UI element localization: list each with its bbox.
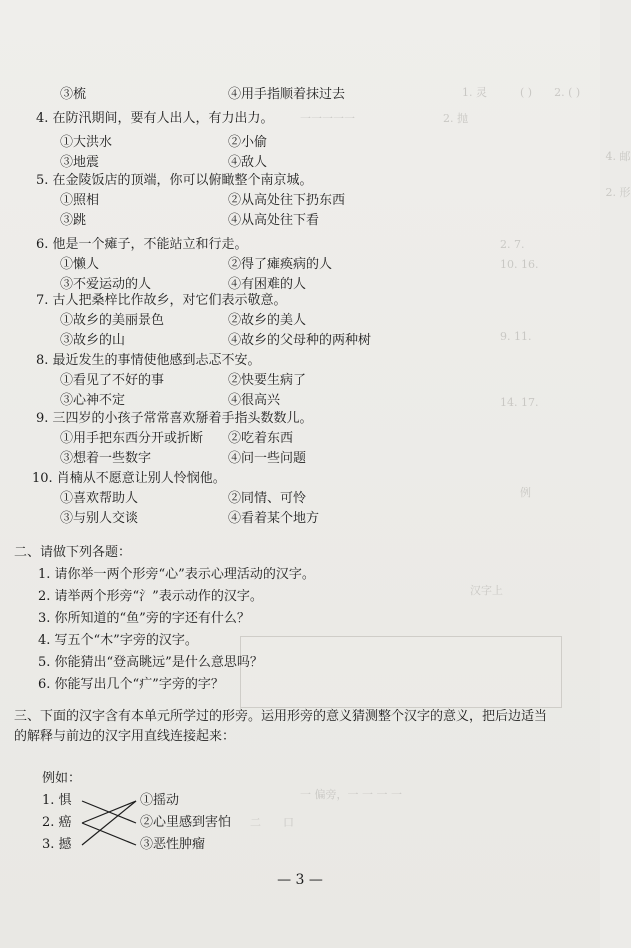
option: ③想着一些数字 [60, 451, 152, 466]
option: ②吃着东西 [228, 431, 294, 446]
question-7: 7. 古人把桑梓比作故乡，对它们表示敬意。 [36, 293, 287, 308]
option: ①用手把东西分开或折断 [60, 431, 204, 446]
page-number: — 3 — [277, 872, 323, 888]
option: ①喜欢帮助人 [60, 491, 139, 506]
match-line [82, 801, 136, 845]
option: ②从高处往下扔东西 [228, 193, 346, 208]
bleed-through: 14. 17. [500, 396, 539, 409]
match-left-item: 3. 撼 [42, 837, 72, 852]
section-2-question: 1. 请你举一两个形旁“心”表示心理活动的汉字。 [38, 567, 315, 582]
bleed-through: 1. 灵 ( ) 2. ( ) [462, 86, 581, 99]
match-right-item: ②心里感到害怕 [140, 815, 232, 830]
question-10: 10. 肖楠从不愿意让别人怜悯他。 [32, 471, 226, 486]
bleed-through: 2. 形 [470, 186, 631, 199]
bleed-through: 二 口 [250, 816, 294, 829]
section-2-question: 2. 请举两个形旁“氵”表示动作的汉字。 [38, 589, 263, 604]
bleed-through: 一 偏旁，一 一 一 一 [300, 788, 402, 801]
match-left-item: 1. 惧 [42, 793, 72, 808]
section-2-question: 6. 你能写出几个“疒”字旁的字？ [38, 677, 224, 692]
option: ①看见了不好的事 [60, 373, 165, 388]
option: ②小偷 [228, 135, 268, 150]
section-3-title-cont: 的解释与前边的汉字用直线连接起来： [14, 729, 236, 744]
option: ③不爱运动的人 [60, 277, 152, 292]
section-2-title: 二、请做下列各题： [14, 545, 132, 560]
question-4: 4. 在防汛期间，要有人出人，有力出力。 [36, 111, 274, 126]
question-5: 5. 在金陵饭店的顶端，你可以俯瞰整个南京城。 [36, 173, 313, 188]
bleed-through: 一一一一一 2. 抛 [300, 112, 468, 125]
question-6: 6. 他是一个瘫子，不能站立和行走。 [36, 237, 248, 252]
example-label: 例如： [42, 771, 82, 786]
bleed-through: 汉字上 [470, 584, 503, 597]
option: ①故乡的美丽景色 [60, 313, 165, 328]
bleed-through: 10. 16. [500, 258, 539, 271]
option: ①照相 [60, 193, 100, 208]
option: ③地震 [60, 155, 100, 170]
option: ①懒人 [60, 257, 100, 272]
bleed-through: 9. 11. [500, 330, 532, 343]
option: ④很高兴 [228, 393, 281, 408]
option: ③梳 [60, 87, 87, 102]
option: ②同情、可怜 [228, 491, 307, 506]
match-line [82, 823, 136, 845]
section-2-question: 4. 写五个“木”字旁的汉字。 [38, 633, 198, 648]
section-2-question: 3. 你所知道的“鱼”旁的字还有什么？ [38, 611, 250, 626]
option: ②故乡的美人 [228, 313, 307, 328]
option: ④有困难的人 [228, 277, 307, 292]
section-2-question: 5. 你能猜出“登高眺远”是什么意思吗？ [38, 655, 263, 670]
option: ④问一些问题 [228, 451, 307, 466]
question-8: 8. 最近发生的事情使他感到忐忑不安。 [36, 353, 261, 368]
match-left-item: 2. 癌 [42, 815, 72, 830]
option: ①大洪水 [60, 135, 113, 150]
option: ④敌人 [228, 155, 268, 170]
bleed-through: 例 [520, 486, 531, 499]
option: ④从高处往下看 [228, 213, 320, 228]
option: ④看着某个地方 [228, 511, 320, 526]
option: ④用手指顺着抹过去 [228, 87, 346, 102]
bleed-through: 4. 邮 [470, 150, 631, 163]
option: ③跳 [60, 213, 87, 228]
bleed-through: 2. 7. [500, 238, 525, 251]
option: ③与别人交谈 [60, 511, 139, 526]
match-right-item: ①摇动 [140, 793, 180, 808]
option: ②快要生病了 [228, 373, 307, 388]
option: ③心神不定 [60, 393, 126, 408]
section-3-title: 三、下面的汉字含有本单元所学过的形旁。运用形旁的意义猜测整个汉字的意义，把后边适当 [14, 709, 548, 724]
match-right-item: ③恶性肿瘤 [140, 837, 206, 852]
option: ③故乡的山 [60, 333, 126, 348]
question-9: 9. 三四岁的小孩子常常喜欢掰着手指头数数儿。 [36, 411, 313, 426]
option: ②得了瘫痪病的人 [228, 257, 333, 272]
option: ④故乡的父母种的两种树 [228, 333, 372, 348]
